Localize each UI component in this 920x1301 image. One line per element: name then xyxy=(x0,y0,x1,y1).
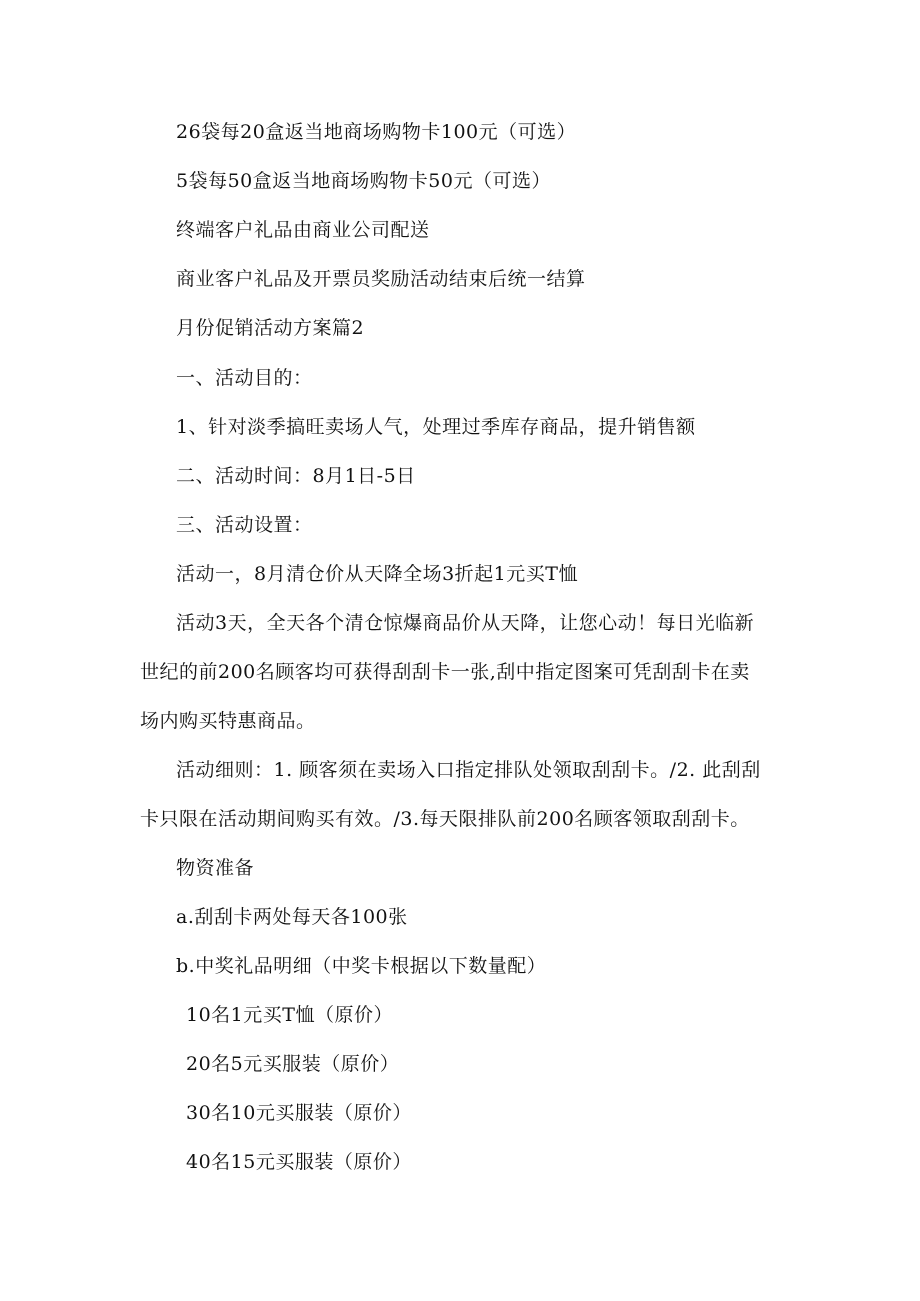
text-line-17: a.刮刮卡两处每天各100张 xyxy=(176,906,408,928)
text-line-4: 商业客户礼品及开票员奖励活动结束后统一结算 xyxy=(176,268,586,290)
text-line-12: 世纪的前200名顾客均可获得刮刮卡一张,刮中指定图案可凭刮刮卡在卖 xyxy=(140,661,750,683)
text-line-16: 物资准备 xyxy=(176,857,255,879)
text-line-18: b.中奖礼品明细（中奖卡根据以下数量配） xyxy=(176,955,547,977)
text-line-7: 1、针对淡季搞旺卖场人气，处理过季库存商品，提升销售额 xyxy=(176,416,696,438)
text-line-10: 活动一，8月清仓价从天降全场3折起1元买T恤 xyxy=(176,563,578,585)
text-line-14: 活动细则：1. 顾客须在卖场入口指定排队处领取刮刮卡。/2. 此刮刮 xyxy=(176,759,761,781)
text-line-1: 26袋每20盒返当地商场购物卡100元（可选） xyxy=(176,121,577,143)
text-line-11: 活动3天，全天各个清仓惊爆商品价从天降，让您心动！每日光临新 xyxy=(176,612,755,634)
prize-line-4: 40名15元买服装（原价） xyxy=(186,1151,412,1173)
text-line-9: 三、活动设置： xyxy=(176,514,313,536)
prize-line-2: 20名5元买服装（原价） xyxy=(186,1053,400,1075)
text-line-15: 卡只限在活动期间购买有效。/3.每天限排队前200名顾客领取刮刮卡。 xyxy=(140,808,750,830)
text-line-8: 二、活动时间：8月1日-5日 xyxy=(176,465,416,487)
prize-line-1: 10名1元买T恤（原价） xyxy=(186,1004,393,1026)
text-line-6: 一、活动目的： xyxy=(176,367,313,389)
section-heading: 月份促销活动方案篇2 xyxy=(176,317,365,339)
text-line-3: 终端客户礼品由商业公司配送 xyxy=(176,219,430,241)
prize-line-3: 30名10元买服装（原价） xyxy=(186,1102,412,1124)
text-line-13: 场内购买特惠商品。 xyxy=(140,710,316,732)
text-line-2: 5袋每50盒返当地商场购物卡50元（可选） xyxy=(176,170,551,192)
